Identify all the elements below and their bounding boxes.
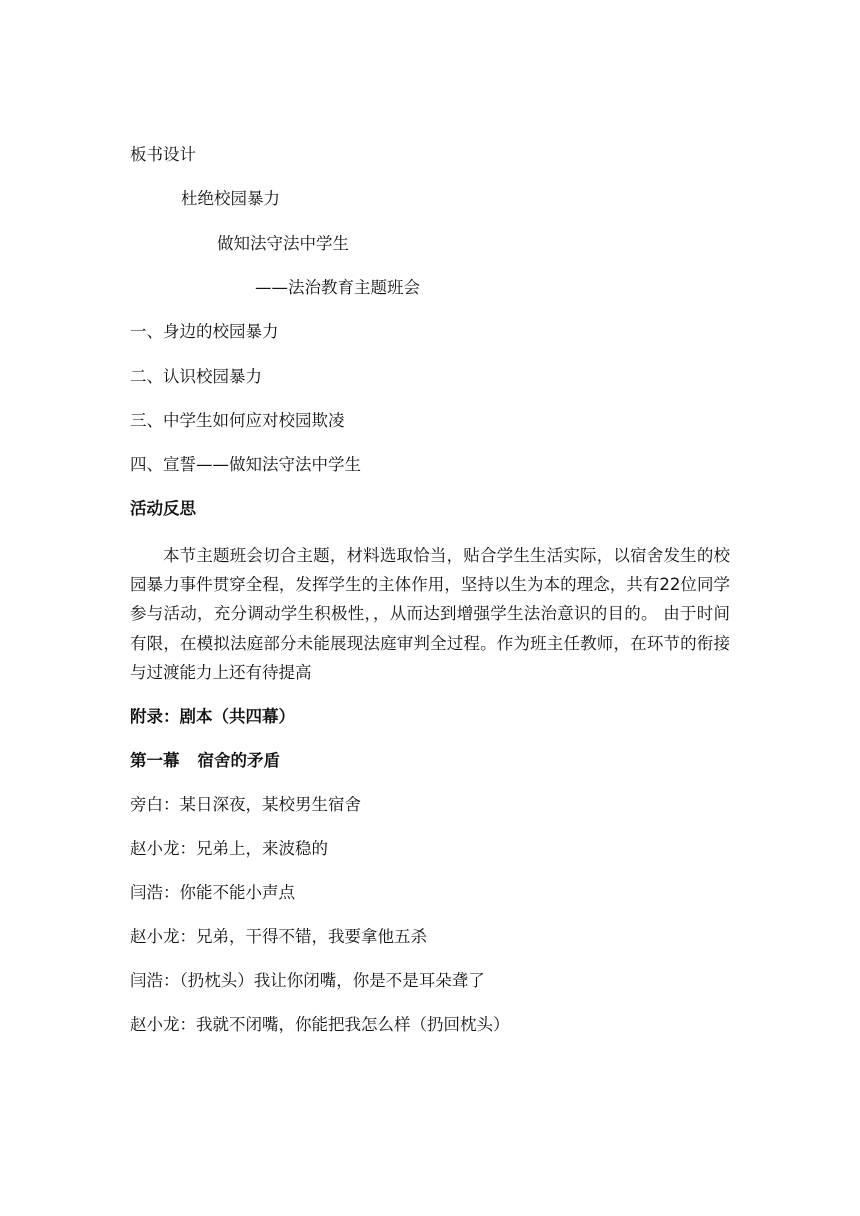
act1-label: 第一幕 xyxy=(130,751,180,770)
act1-title: 宿舍的矛盾 xyxy=(197,751,280,770)
script-line: 闫浩：（扔枕头）我让你闭嘴，你是不是耳朵聋了 xyxy=(130,971,485,990)
reflection-heading: 活动反思 xyxy=(130,499,196,518)
board-title-line1: 杜绝校园暴力 xyxy=(181,189,280,208)
script-line: 赵小龙：兄弟，干得不错，我要拿他五杀 xyxy=(130,927,427,946)
board-title-line3: ——法治教育主题班会 xyxy=(255,278,420,297)
outline-item: 一、身边的校园暴力 xyxy=(130,322,279,341)
reflection-paragraph: 本节主题班会切合主题，材料选取恰当，贴合学生生活实际，以宿舍发生的校园暴力事件贯穿全程，发挥学生的主体作用，坚持以生为本的理念，共有22位同学参与活动，充分调动学生积极性，，从而达到增强学生法治意识的目的。 由于时间有限，在模拟法庭部分未能展现法庭审判全过程。作为班主任教师，在环节的衔接与过渡能力上还有待提高 xyxy=(130,546,730,682)
script-line: 赵小龙：兄弟上，来波稳的 xyxy=(130,839,328,858)
act1-heading xyxy=(130,751,280,771)
script-line: 赵小龙：我就不闭嘴，你能把我怎么样（扔回枕头） xyxy=(130,1015,510,1034)
outline-item: 四、宣誓——做知法守法中学生 xyxy=(130,455,361,474)
script-line: 旁白：某日深夜，某校男生宿舍 xyxy=(130,795,361,814)
script-line: 闫浩：你能不能小声点 xyxy=(130,883,295,902)
appendix-heading: 附录：剧本（共四幕） xyxy=(130,707,295,726)
board-title-line2: 做知法守法中学生 xyxy=(217,234,349,253)
outline-item: 三、中学生如何应对校园欺凌 xyxy=(130,411,345,430)
outline-item: 二、认识校园暴力 xyxy=(130,367,262,386)
board-design-heading: 板书设计 xyxy=(130,145,196,164)
